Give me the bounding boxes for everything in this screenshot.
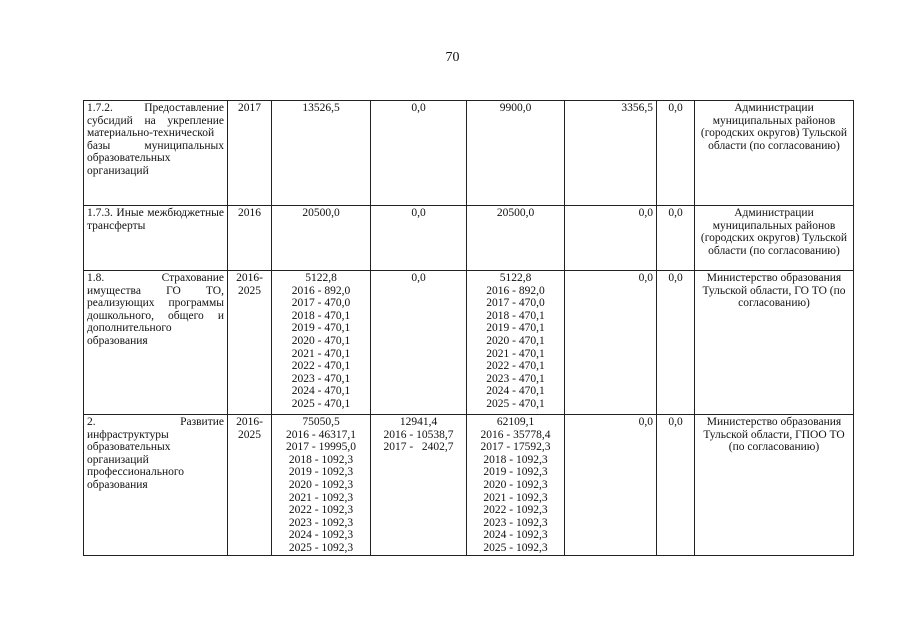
total-cell-line: 2023 - 1092,3: [288, 516, 354, 529]
total-cell-line: 2021 - 1092,3: [288, 491, 354, 504]
regional-budget-cell-line: 2022 - 470,1: [486, 360, 545, 373]
regional-budget-cell-line: 2024 - 1092,3: [483, 529, 548, 542]
regional-budget-cell-line: 2018 - 1092,3: [483, 453, 548, 466]
federal-budget-cell-line: 0,0: [411, 272, 426, 284]
regional-budget-cell-line: 2023 - 470,1: [486, 372, 545, 385]
executor-cell: Администрации муниципальных районов (городских округов) Тульской области (по согласованию): [695, 101, 854, 206]
measure-name-cell: 1.8. Страхование имущества ГО ТО, реализующих программы дошкольного, общего и дополнительного образования: [84, 271, 228, 415]
total-cell-line: 2019 - 470,1: [291, 322, 351, 335]
regional-budget-cell: [467, 271, 565, 415]
other-sources-cell: 0,0: [657, 415, 695, 556]
total-cell-line: 2018 - 470,1: [291, 309, 351, 322]
total-cell-line: 2024 - 470,1: [291, 385, 351, 398]
total-cell-line: 13526,5: [302, 102, 340, 114]
regional-budget-cell-line: 2022 - 1092,3: [483, 504, 548, 517]
municipal-budget-cell: 3356,5: [565, 101, 657, 206]
program-table: [83, 100, 854, 556]
regional-budget-cell-line: 2018 - 470,1: [486, 309, 545, 322]
regional-budget-cell-line: 2020 - 1092,3: [483, 478, 548, 491]
regional-budget-cell-line: 2017 - 17592,3: [480, 441, 551, 454]
municipal-budget-cell: 0,0: [565, 271, 657, 415]
regional-budget-cell-line: 62109,1: [496, 416, 535, 428]
regional-budget-cell: [467, 101, 565, 206]
page-number: 70: [445, 50, 460, 65]
table-row: [84, 271, 854, 415]
table-row: [84, 101, 854, 206]
regional-budget-cell-line: 2025 - 1092,3: [483, 541, 548, 554]
table-row: [84, 415, 854, 556]
federal-budget-cell: [371, 101, 467, 206]
municipal-budget-cell: 0,0: [565, 206, 657, 271]
federal-budget-cell-line: 2017 - 2402,7: [383, 441, 454, 454]
total-cell: [272, 101, 371, 206]
regional-budget-cell-line: 2024 - 470,1: [486, 385, 545, 398]
municipal-budget-cell: 0,0: [565, 415, 657, 556]
total-cell-line: 2023 - 470,1: [291, 372, 351, 385]
regional-budget-cell: [467, 415, 565, 556]
total-cell-line: 2018 - 1092,3: [288, 453, 354, 466]
executor-cell: Министерство образования Тульской области, ГО ТО (по согласованию): [695, 271, 854, 415]
total-cell-line: 2017 - 19995,0: [286, 441, 356, 454]
regional-budget-cell-line: 2023 - 1092,3: [483, 516, 548, 529]
other-sources-cell: 0,0: [657, 206, 695, 271]
total-cell: [272, 206, 371, 271]
total-cell-line: 20500,0: [302, 207, 340, 219]
executor-cell: Администрации муниципальных районов (городских округов) Тульской области (по согласованию): [695, 206, 854, 271]
period-cell: 2016-2025: [228, 415, 272, 556]
regional-budget-cell-line: 5122,8: [499, 272, 532, 284]
total-cell-line: 2020 - 1092,3: [288, 478, 354, 491]
total-cell-line: 2021 - 470,1: [291, 347, 351, 360]
regional-budget-cell-line: 2019 - 470,1: [486, 322, 545, 335]
total-cell-line: 2025 - 470,1: [291, 397, 351, 410]
regional-budget-cell-line: 2016 - 892,0: [486, 284, 545, 297]
regional-budget-cell-line: 2020 - 470,1: [486, 334, 545, 347]
total-cell-line: 2017 - 470,0: [291, 297, 351, 310]
federal-budget-cell-line: 12941,4: [399, 416, 438, 428]
total-cell-line: 2016 - 892,0: [291, 284, 351, 297]
total-cell-line: 2022 - 470,1: [291, 360, 351, 373]
regional-budget-cell-line: 9900,0: [499, 102, 532, 114]
period-cell: 2016-2025: [228, 271, 272, 415]
regional-budget-cell: [467, 206, 565, 271]
federal-budget-cell: [371, 271, 467, 415]
period-cell: 2017: [228, 101, 272, 206]
federal-budget-cell-line: 0,0: [411, 207, 426, 219]
total-cell-line: 2019 - 1092,3: [288, 466, 354, 479]
regional-budget-cell-line: 2021 - 470,1: [486, 347, 545, 360]
total-cell-line: 2025 - 1092,3: [288, 541, 354, 554]
regional-budget-cell-line: 2017 - 470,0: [486, 297, 545, 310]
table-row: [84, 206, 854, 271]
total-cell-line: 2016 - 46317,1: [286, 428, 356, 441]
total-cell-line: 75050,5: [302, 416, 340, 428]
total-cell: [272, 415, 371, 556]
regional-budget-cell-line: 2021 - 1092,3: [483, 491, 548, 504]
federal-budget-cell: [371, 415, 467, 556]
measure-name-cell: 1.7.2. Предоставление субсидий на укрепление материально-технической базы муниципальных образовательных организаций: [84, 101, 228, 206]
other-sources-cell: 0,0: [657, 101, 695, 206]
federal-budget-cell-line: 2016 - 10538,7: [383, 428, 454, 441]
total-cell: [272, 271, 371, 415]
executor-cell: Министерство образования Тульской области, ГПОО ТО (по согласованию): [695, 415, 854, 556]
federal-budget-cell: [371, 206, 467, 271]
period-cell: 2016: [228, 206, 272, 271]
regional-budget-cell-line: 2016 - 35778,4: [480, 428, 551, 441]
measure-name-cell: 1.7.3. Иные межбюджетные трансферты: [84, 206, 228, 271]
regional-budget-cell-line: 20500,0: [496, 207, 535, 219]
other-sources-cell: 0,0: [657, 271, 695, 415]
federal-budget-cell-line: 0,0: [411, 102, 426, 114]
measure-name-cell: 2. Развитие инфраструктуры образовательных организаций профессионального образования: [84, 415, 228, 556]
regional-budget-cell-line: 2019 - 1092,3: [483, 466, 548, 479]
total-cell-line: 2022 - 1092,3: [288, 504, 354, 517]
total-cell-line: 5122,8: [305, 272, 337, 284]
regional-budget-cell-line: 2025 - 470,1: [486, 397, 545, 410]
total-cell-line: 2024 - 1092,3: [288, 529, 354, 542]
total-cell-line: 2020 - 470,1: [291, 334, 351, 347]
